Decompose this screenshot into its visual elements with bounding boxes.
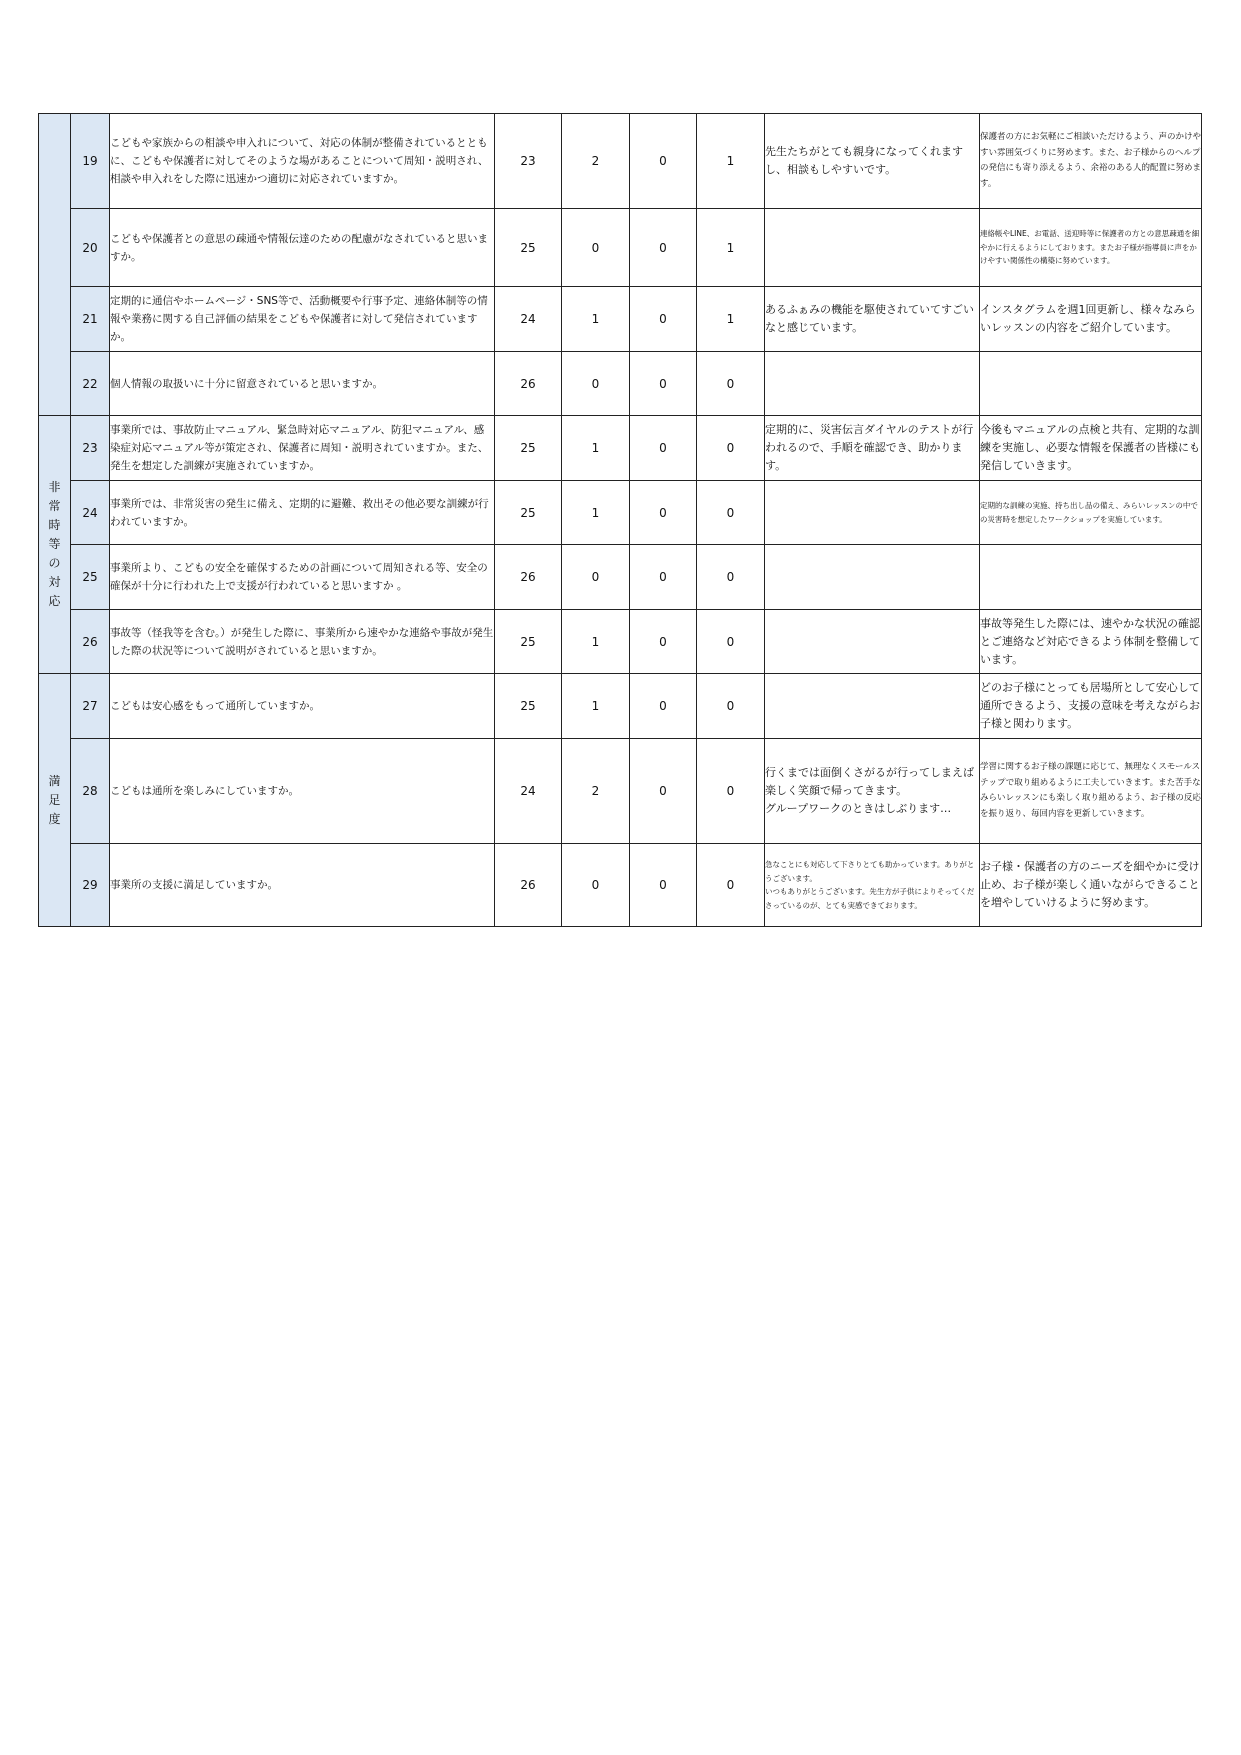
- table-row: [39, 844, 1202, 927]
- count-4: 1: [697, 209, 765, 287]
- count-1: 25: [495, 416, 562, 481]
- count-4: 0: [697, 844, 765, 927]
- facility-response: どのお子様にとっても居場所として安心して通所できるよう、支援の意味を考えながらお子様と関わります。: [980, 674, 1202, 739]
- parent-comment: [765, 674, 980, 739]
- survey-results-table: [38, 113, 1202, 927]
- count-1: 25: [495, 209, 562, 287]
- facility-response: 学習に関するお子様の課題に応じて、無理なくスモールステップで取り組めるように工夫していきます。また苦手なみらいレッスンにも楽しく取り組めるよう、お子様の反応を振り返り、毎回内容を更新していきます。: [980, 739, 1202, 844]
- question-text: 事業所より、こどもの安全を確保するための計画について周知される等、安全の確保が十分に行われた上で支援が行われていると思いますか 。: [110, 545, 495, 610]
- count-2: 1: [562, 287, 630, 352]
- count-3: 0: [630, 352, 697, 416]
- count-3: 0: [630, 287, 697, 352]
- count-1: 25: [495, 481, 562, 545]
- parent-comment: あるふぁみの機能を駆使されていてすごいなと感じています。: [765, 287, 980, 352]
- count-2: 2: [562, 114, 630, 209]
- parent-comment: 行くまでは面倒くさがるが行ってしまえば楽しく笑顔で帰ってきます。 グループワークのときはしぶります…: [765, 739, 980, 844]
- parent-comment: [765, 352, 980, 416]
- question-text: こどもや保護者との意思の疎通や情報伝達のための配慮がなされていると思いますか。: [110, 209, 495, 287]
- count-2: 1: [562, 674, 630, 739]
- count-4: 1: [697, 114, 765, 209]
- count-3: 0: [630, 114, 697, 209]
- item-number: 28: [71, 739, 110, 844]
- question-text: 事故等（怪我等を含む。）が発生した際に、事業所から速やかな連絡や事故が発生した際の状況等について説明がされていると思いますか。: [110, 610, 495, 674]
- question-text: こどもや家族からの相談や申入れについて、対応の体制が整備されているとともに、こどもや保護者に対してそのような場があることについて周知・説明され、相談や申入れをした際に迅速かつ適切に対応されていますか。: [110, 114, 495, 209]
- question-text: 事業所では、非常災害の発生に備え、定期的に避難、救出その他必要な訓練が行われていますか。: [110, 481, 495, 545]
- facility-response: お子様・保護者の方のニーズを細やかに受け止め、お子様が楽しく通いながらできることを増やしていけるように努めます。: [980, 844, 1202, 927]
- facility-response: 事故等発生した際には、速やかな状況の確認とご連絡など対応できるよう体制を整備しています。: [980, 610, 1202, 674]
- category-cell: [39, 114, 71, 416]
- count-3: 0: [630, 481, 697, 545]
- table-row: [39, 114, 1202, 209]
- category-label: 満足度: [48, 773, 61, 826]
- count-3: 0: [630, 739, 697, 844]
- count-4: 0: [697, 352, 765, 416]
- count-2: 0: [562, 209, 630, 287]
- question-text: 定期的に通信やホームページ・SNS等で、活動概要や行事予定、連絡体制等の情報や業務に関する自己評価の結果をこどもや保護者に対して発信されていますか。: [110, 287, 495, 352]
- count-4: 1: [697, 287, 765, 352]
- table-row: [39, 739, 1202, 844]
- table-row: [39, 416, 1202, 481]
- count-2: 2: [562, 739, 630, 844]
- count-2: 1: [562, 481, 630, 545]
- item-number: 22: [71, 352, 110, 416]
- item-number: 27: [71, 674, 110, 739]
- table-row: [39, 610, 1202, 674]
- count-1: 23: [495, 114, 562, 209]
- count-1: 24: [495, 287, 562, 352]
- count-3: 0: [630, 610, 697, 674]
- parent-comment: 定期的に、災害伝言ダイヤルのテストが行われるので、手順を確認でき、助かります。: [765, 416, 980, 481]
- count-3: 0: [630, 674, 697, 739]
- count-2: 1: [562, 416, 630, 481]
- item-number: 26: [71, 610, 110, 674]
- item-number: 23: [71, 416, 110, 481]
- item-number: 19: [71, 114, 110, 209]
- facility-response: 定期的な訓練の実施、持ち出し品の備え、みらいレッスンの中での災害時を想定したワークショップを実施しています。: [980, 481, 1202, 545]
- table-row: [39, 674, 1202, 739]
- table-row: [39, 209, 1202, 287]
- count-3: 0: [630, 545, 697, 610]
- facility-response: インスタグラムを週1回更新し、様々なみらいレッスンの内容をご紹介しています。: [980, 287, 1202, 352]
- category-cell: [39, 416, 71, 674]
- table-row: [39, 352, 1202, 416]
- question-text: 事業所では、事故防止マニュアル、緊急時対応マニュアル、防犯マニュアル、感染症対応マニュアル等が策定され、保護者に周知・説明されていますか。また、発生を想定した訓練が実施されていますか。: [110, 416, 495, 481]
- facility-response: [980, 352, 1202, 416]
- count-3: 0: [630, 209, 697, 287]
- item-number: 24: [71, 481, 110, 545]
- facility-response: 連絡帳やLINE、お電話、送迎時等に保護者の方との意思疎通を細やかに行えるようにしております。またお子様が指導員に声をかけやすい関係性の構築に努めています。: [980, 209, 1202, 287]
- facility-response: [980, 545, 1202, 610]
- count-3: 0: [630, 416, 697, 481]
- count-4: 0: [697, 545, 765, 610]
- count-2: 0: [562, 545, 630, 610]
- facility-response: 今後もマニュアルの点検と共有、定期的な訓練を実施し、必要な情報を保護者の皆様にも発信していきます。: [980, 416, 1202, 481]
- count-1: 25: [495, 610, 562, 674]
- count-2: 1: [562, 610, 630, 674]
- count-2: 0: [562, 352, 630, 416]
- question-text: こどもは安心感をもって通所していますか。: [110, 674, 495, 739]
- table-row: [39, 287, 1202, 352]
- parent-comment: [765, 610, 980, 674]
- item-number: 25: [71, 545, 110, 610]
- count-4: 0: [697, 739, 765, 844]
- count-1: 26: [495, 352, 562, 416]
- parent-comment: 先生たちがとても親身になってくれますし、相談もしやすいです。: [765, 114, 980, 209]
- question-text: 事業所の支援に満足していますか。: [110, 844, 495, 927]
- category-label: 非常時等の対応: [48, 480, 61, 608]
- count-4: 0: [697, 481, 765, 545]
- item-number: 29: [71, 844, 110, 927]
- question-text: 個人情報の取扱いに十分に留意されていると思いますか。: [110, 352, 495, 416]
- count-1: 24: [495, 739, 562, 844]
- category-cell: [39, 674, 71, 927]
- parent-comment: [765, 481, 980, 545]
- parent-comment: 急なことにも対応して下さりとても助かっています。ありがとうございます。 いつもありがとうございます。先生方が子供によりそってくださっているのが、とても実感できております。: [765, 844, 980, 927]
- item-number: 21: [71, 287, 110, 352]
- count-1: 26: [495, 844, 562, 927]
- count-4: 0: [697, 416, 765, 481]
- table-row: [39, 481, 1202, 545]
- count-2: 0: [562, 844, 630, 927]
- count-1: 25: [495, 674, 562, 739]
- parent-comment: [765, 209, 980, 287]
- facility-response: 保護者の方にお気軽にご相談いただけるよう、声のかけやすい雰囲気づくりに努めます。また、お子様からのヘルプの発信にも寄り添えるよう、余裕のある人的配置に努めます。: [980, 114, 1202, 209]
- table-row: [39, 545, 1202, 610]
- item-number: 20: [71, 209, 110, 287]
- question-text: こどもは通所を楽しみにしていますか。: [110, 739, 495, 844]
- count-4: 0: [697, 674, 765, 739]
- count-4: 0: [697, 610, 765, 674]
- count-3: 0: [630, 844, 697, 927]
- count-1: 26: [495, 545, 562, 610]
- parent-comment: [765, 545, 980, 610]
